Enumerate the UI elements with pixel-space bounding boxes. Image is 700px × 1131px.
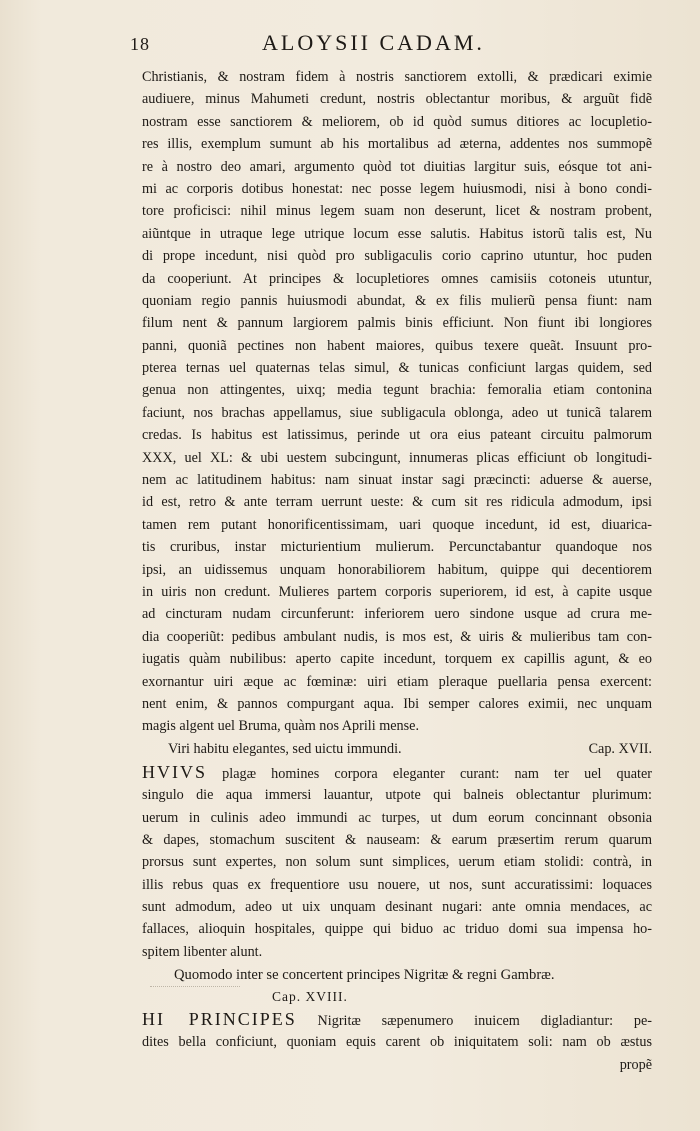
- opening-text: plagæ homines corpora eleganter curant: nam ter uel quater: [222, 766, 652, 783]
- text-line: iugatis quàm nubilibus: aperto capite incedunt, torquem ex capillis agunt, & eo: [142, 651, 652, 668]
- page-number: 18: [130, 34, 150, 54]
- chapter-number: Cap. XVIII.: [272, 989, 348, 1005]
- running-head-title: ALOYSII CADAM.: [262, 30, 485, 55]
- text-line: res illis, exemplum sumunt ab his mortalibus ad æterna, addentes nos summopẽ: [142, 136, 652, 153]
- opening-capitals: HI PRINCIPES: [142, 1009, 297, 1030]
- paragraph-2: [142, 760, 652, 963]
- text-line: dites bella conficiunt, quoniam equis carent ob iniquitatem soli: nam ob æstus: [142, 1034, 652, 1051]
- opening-line: [142, 760, 652, 784]
- chapter-title: Viri habitu elegantes, sed uictu immundi.: [168, 740, 402, 757]
- paragraph-3: [142, 1007, 652, 1053]
- running-head: [130, 30, 650, 60]
- text-block: [142, 66, 652, 1076]
- text-line: aiũntque in utraque lege utrique locum esse salutis. Habitus istorũ talis est, Nu: [142, 225, 652, 242]
- text-line: XXX, uel XL: & ubi uestem subcingunt, innumeras plicas efficiunt ob longitudi-: [142, 449, 652, 466]
- text-line: ipsi, an uidissemus unquam honorabiliorem habitum, quippe qui decentiorem: [142, 561, 652, 578]
- text-line: exornantur uiri æque ac fœminæ: uiri etiam pleraque puellaria pensa exercent:: [142, 673, 652, 690]
- chapter-number: Cap. XVII.: [588, 740, 652, 757]
- text-line: singulo die aqua immersi lauantur, utpote qui balneis oblectantur plurimum:: [142, 787, 652, 804]
- text-line: quoniam regio pannis huiusmodi abundat, & ex filis mulierũ pensa fiunt: nam: [142, 292, 652, 309]
- text-line: nem ac latitudinem habitus: nam sinuat instar sagi præcincti: aduerse & auerse,: [142, 472, 652, 489]
- text-line: in uiris non credunt. Mulieres partem corporis superiorem, id est, à capite usque: [142, 583, 652, 600]
- opening-text: Nigritæ sæpenumero inuicem digladiantur: pe-: [317, 1013, 652, 1030]
- text-line: prorsus sunt expertes, non solum sunt simplices, uerum etiam stolidi: contrà, in: [142, 854, 652, 871]
- text-line: dia cooperiũt: pedibus ambulant nudis, is mos est, & uiris & mulieribus tam con-: [142, 628, 652, 645]
- text-line: tis cruribus, instar micturientium mulierum. Percunctabantur quandoque nos: [142, 539, 652, 556]
- text-line: mi ac corporis dotibus honestat: nec posse legem huiusmodi, nisi à bono condi-: [142, 180, 652, 197]
- text-line: magis algent uel Bruma, quàm nos Aprili mense.: [142, 718, 420, 735]
- text-line: sunt admodum, adeo ut uix unquam desinant nugari: ante omnia mendaces, ac: [142, 899, 652, 916]
- text-line: nostram esse sanctiorem & meliorem, ob id quòd sumus ditiores ac locupletio-: [142, 113, 652, 130]
- text-line: illis rebus quas ex frequentiore usu nouere, ut nos, sunt accuratissimi: loquaces: [142, 876, 652, 893]
- text-line: Christianis, & nostram fidem à nostris sanctiorem extolli, & prædicari eximie: [142, 69, 652, 85]
- paragraph-1: [142, 66, 652, 738]
- text-line: spitem libenter alunt.: [142, 943, 263, 960]
- text-line: pterea ternas uel quaternas telas simul, & tunicas conficiunt largas quidem, sed: [142, 360, 652, 377]
- text-line: faciunt, nos brachas appellamus, siue subligacula oblonga, adeo ut tunicã talarem: [142, 404, 652, 421]
- chapter-heading-18: Quomodo inter se concertent principes Nigritæ & regni Gambræ.: [174, 967, 555, 984]
- opening-line: [142, 1007, 652, 1031]
- text-line: da cooperiunt. At principes & locupletiores omnes camisiis cotoneis utuntur,: [142, 270, 652, 287]
- text-line: ad cincturam nudam circunferunt: inferiorem uero sindone usque ad crura me-: [142, 606, 652, 623]
- text-line: & dapes, stomachum suscitent & nauseam: & earum præsertim rerum quarum: [142, 831, 652, 848]
- text-line: genua non attingentes, uixq; media tegunt brachia: femoralia etiam contonina: [142, 382, 652, 399]
- ink-smudge: [150, 986, 240, 993]
- catchword: propẽ: [619, 1056, 652, 1073]
- opening-capitals: HVIVS: [142, 762, 208, 783]
- text-line: audiuere, minus Mahumeti credunt, nostris oblectantur moribus, & arguũt fidẽ: [142, 91, 652, 108]
- chapter-heading-17: [142, 738, 652, 760]
- text-line: filum nent & pannum largiorem palmis binis efficiunt. Non fiunt ibi longiores: [142, 315, 652, 332]
- text-line: di prope incedunt, nisi quòd pro subligaculis corio caprino utuntur, hoc puden: [142, 248, 652, 265]
- text-line: uerum in culinis adeo immundi ac turpes, ut dum eorum concinnant obsonia: [142, 809, 652, 826]
- text-line: id est, retro & ante terram uerrunt ueste: & cum sit res ridicula admodum, ipsi: [142, 494, 652, 511]
- text-line: credas. Is habitus est latissimus, perinde ut ora eius pateant circuitu palmorum: [142, 427, 652, 444]
- text-line: tore proficisci: nihil minus legem suam non deserunt, licet & nostram probent,: [142, 203, 652, 220]
- text-line: tamen rem putant honorificentissimam, uari quoque incedunt, id est, diuarica-: [142, 516, 652, 533]
- text-line: nent enim, & pannos compurgant aqua. Ibi semper calores eximii, nec unquam: [142, 695, 652, 712]
- text-line: panni, quoniã pectines non habent maiores, quibus texere queãt. Insuunt pro-: [142, 337, 652, 354]
- text-line: fallaces, alioquin hospitales, quippe qui biduo ac triduo domi sua impensa ho-: [142, 921, 652, 938]
- text-line: re à nostro deo amari, argumento quòd tot diuitias largitur suis, eósque tot ani-: [142, 158, 652, 175]
